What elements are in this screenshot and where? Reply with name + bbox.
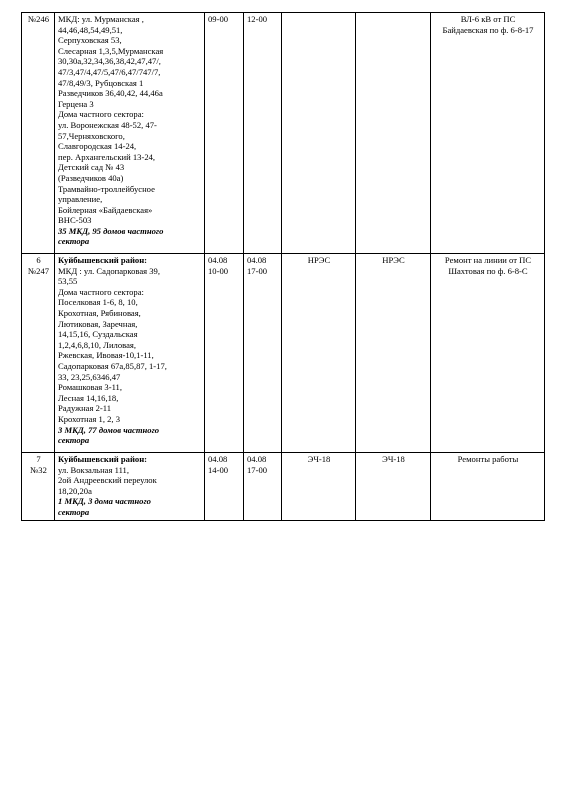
start-cell: 09-00 xyxy=(205,13,244,254)
reason-cell: Ремонты работы xyxy=(431,453,545,521)
reason-cell: Ремонт на линии от ПС Шахтовая по ф. 6-8-С xyxy=(431,254,545,453)
org-cell: НРЭС xyxy=(282,254,356,453)
end-cell: 04.08 17-00 xyxy=(244,453,282,521)
org-cell: ЭЧ-18 xyxy=(282,453,356,521)
summary: 1 МКД, 3 дома частного xyxy=(58,496,151,507)
end-cell: 04.08 17-00 xyxy=(244,254,282,453)
district-heading: Куйбышевский район: xyxy=(58,255,148,265)
end-cell: 12-00 xyxy=(244,13,282,254)
request-number: №32 xyxy=(30,464,47,475)
org-cell: ЭЧ-18 xyxy=(356,453,431,521)
start-cell: 04.08 10-00 xyxy=(205,254,244,453)
org-cell xyxy=(282,13,356,254)
request-number: №247 xyxy=(27,265,50,276)
start-cell: 04.08 14-00 xyxy=(205,453,244,521)
row-number xyxy=(22,13,55,254)
summary: 35 МКД, 95 домов частного xyxy=(58,225,164,236)
row-number: 7 №32 xyxy=(22,453,55,521)
address-cell: МКД: ул. Мурманская , 44,46,48,54,49,51, Серпуховская 53, Слесарная 1,3,5,Мурманская 30,30а,32,34,36,38,42,47,47/, 47/3,47/4,47/5,47/6,47/747/7, 47/8,49/3, Рубцовская 1 Разведчиков 36,40,42, 44,46а Герцена 3 Дома частного сектора: ул. Воронежская 48-52, 47- 57,Черняховского, Славгородская 14-24, пер. Архангельский 13-24, Детский сад № 43 (Разведчиков 40а) Трамвайно-троллейбусное управление, Бойлерная «Байдаевская» ВНС-503 35 МКД, 95 домов частного сектора xyxy=(55,13,205,254)
reason-cell: ВЛ-6 кВ от ПС Байдаевская по ф. 6-8-17 xyxy=(431,13,545,254)
table-row xyxy=(22,254,545,453)
table-row xyxy=(22,453,545,521)
outage-table xyxy=(21,12,545,521)
address-cell: Куйбышевский район: МКД : ул. Садопарковая 39, 53,55 Дома частного сектора: Поселковая 1-6, 8, 10, Крохотная, Рябиновая, Лютиковая, Заречная, 14,15,16, Суздальская 1,2,4,6,8,10, Лиловая, Ржевская, Ивовая-10,1-11, Садопарковая 67а,85,87, 1-17, 33, 23,25,6346,47 Ромашковая 3-11, Лесная 14,16,18, Радужная 2-11 Крохотная 1, 2, 3 3 МКД, 77 домов частного сектора xyxy=(55,254,205,453)
table-row xyxy=(22,13,545,254)
district-heading: Куйбышевский район: xyxy=(58,454,148,464)
row-number: 6 №247 xyxy=(22,254,55,453)
address-cell: Куйбышевский район: ул. Вокзальная 111, 2ой Андреевский переулок 18,20,20а 1 МКД, 3 дома частного сектора xyxy=(55,453,205,521)
request-number: №246 xyxy=(27,14,50,24)
org-cell xyxy=(356,13,431,254)
org-cell: НРЭС xyxy=(356,254,431,453)
summary: 3 МКД, 77 домов частного xyxy=(58,424,160,435)
